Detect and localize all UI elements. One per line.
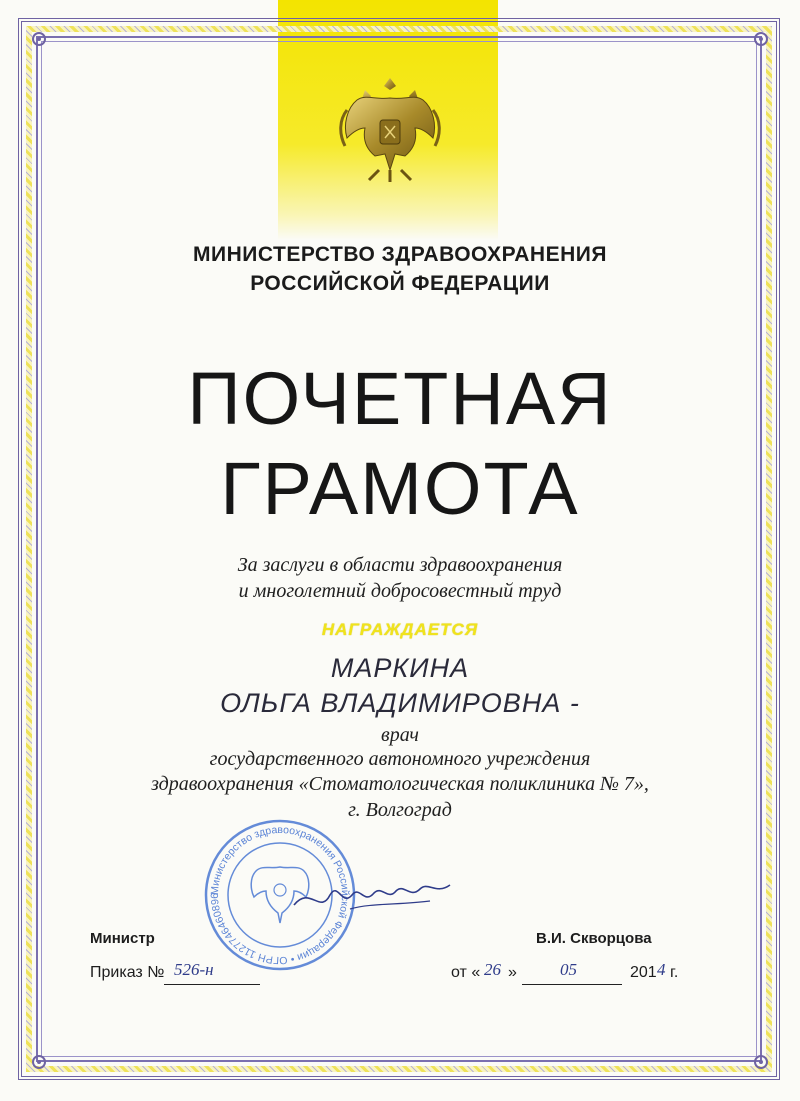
reason-line1: За заслуги в области здравоохранения	[237, 554, 563, 576]
order-year-prefix: 201	[630, 964, 657, 981]
recipient-surname: МАРКИНА	[330, 653, 470, 683]
corner-ornament-icon	[28, 1051, 50, 1073]
reason-line2: и многолетний добросовестный труд	[238, 580, 562, 602]
recipient-given-names: ОЛЬГА ВЛАДИМИРОВНА -	[220, 688, 580, 718]
recipient-position: врач	[381, 724, 419, 746]
signatory-name: В.И. Скворцова	[536, 930, 652, 947]
order-prefix: Приказ №	[90, 964, 165, 981]
corner-ornament-icon	[28, 28, 50, 50]
organization-line1: государственного автономного учреждения	[209, 748, 591, 770]
order-day-close: »	[508, 964, 517, 981]
stamp-ring-text: Министерство здравоохранения Российской Федерации • ОГРН 1127746460896	[208, 823, 352, 967]
order-number: 526-н	[174, 960, 214, 979]
order-month-line	[522, 984, 622, 985]
order-number-line	[164, 984, 260, 985]
awarded-label: НАГРАЖДАЕТСЯ	[321, 620, 479, 639]
ministry-name-line1: МИНИСТЕРСТВО ЗДРАВООХРАНЕНИЯ	[193, 243, 607, 266]
order-year-digit: 4	[657, 960, 666, 979]
organization-city: г. Волгоград	[348, 799, 452, 821]
title-line1: ПОЧЕТНАЯ	[187, 357, 613, 440]
order-month: 05	[560, 960, 577, 979]
order-date-prefix: от «	[451, 964, 481, 981]
title-line2: ГРАМОТА	[220, 447, 580, 530]
handwritten-signature	[290, 865, 460, 925]
corner-ornament-icon	[750, 28, 772, 50]
corner-ornament-icon	[750, 1051, 772, 1073]
order-year-end: г.	[670, 964, 679, 981]
organization-line2: здравоохранения «Стоматологическая поликлиника № 7»,	[151, 773, 649, 795]
signatory-role: Министр	[90, 930, 155, 947]
coat-of-arms-icon	[335, 70, 445, 190]
ministry-name-line2: РОССИЙСКОЙ ФЕДЕРАЦИИ	[250, 272, 550, 295]
order-day: 26	[484, 960, 501, 979]
